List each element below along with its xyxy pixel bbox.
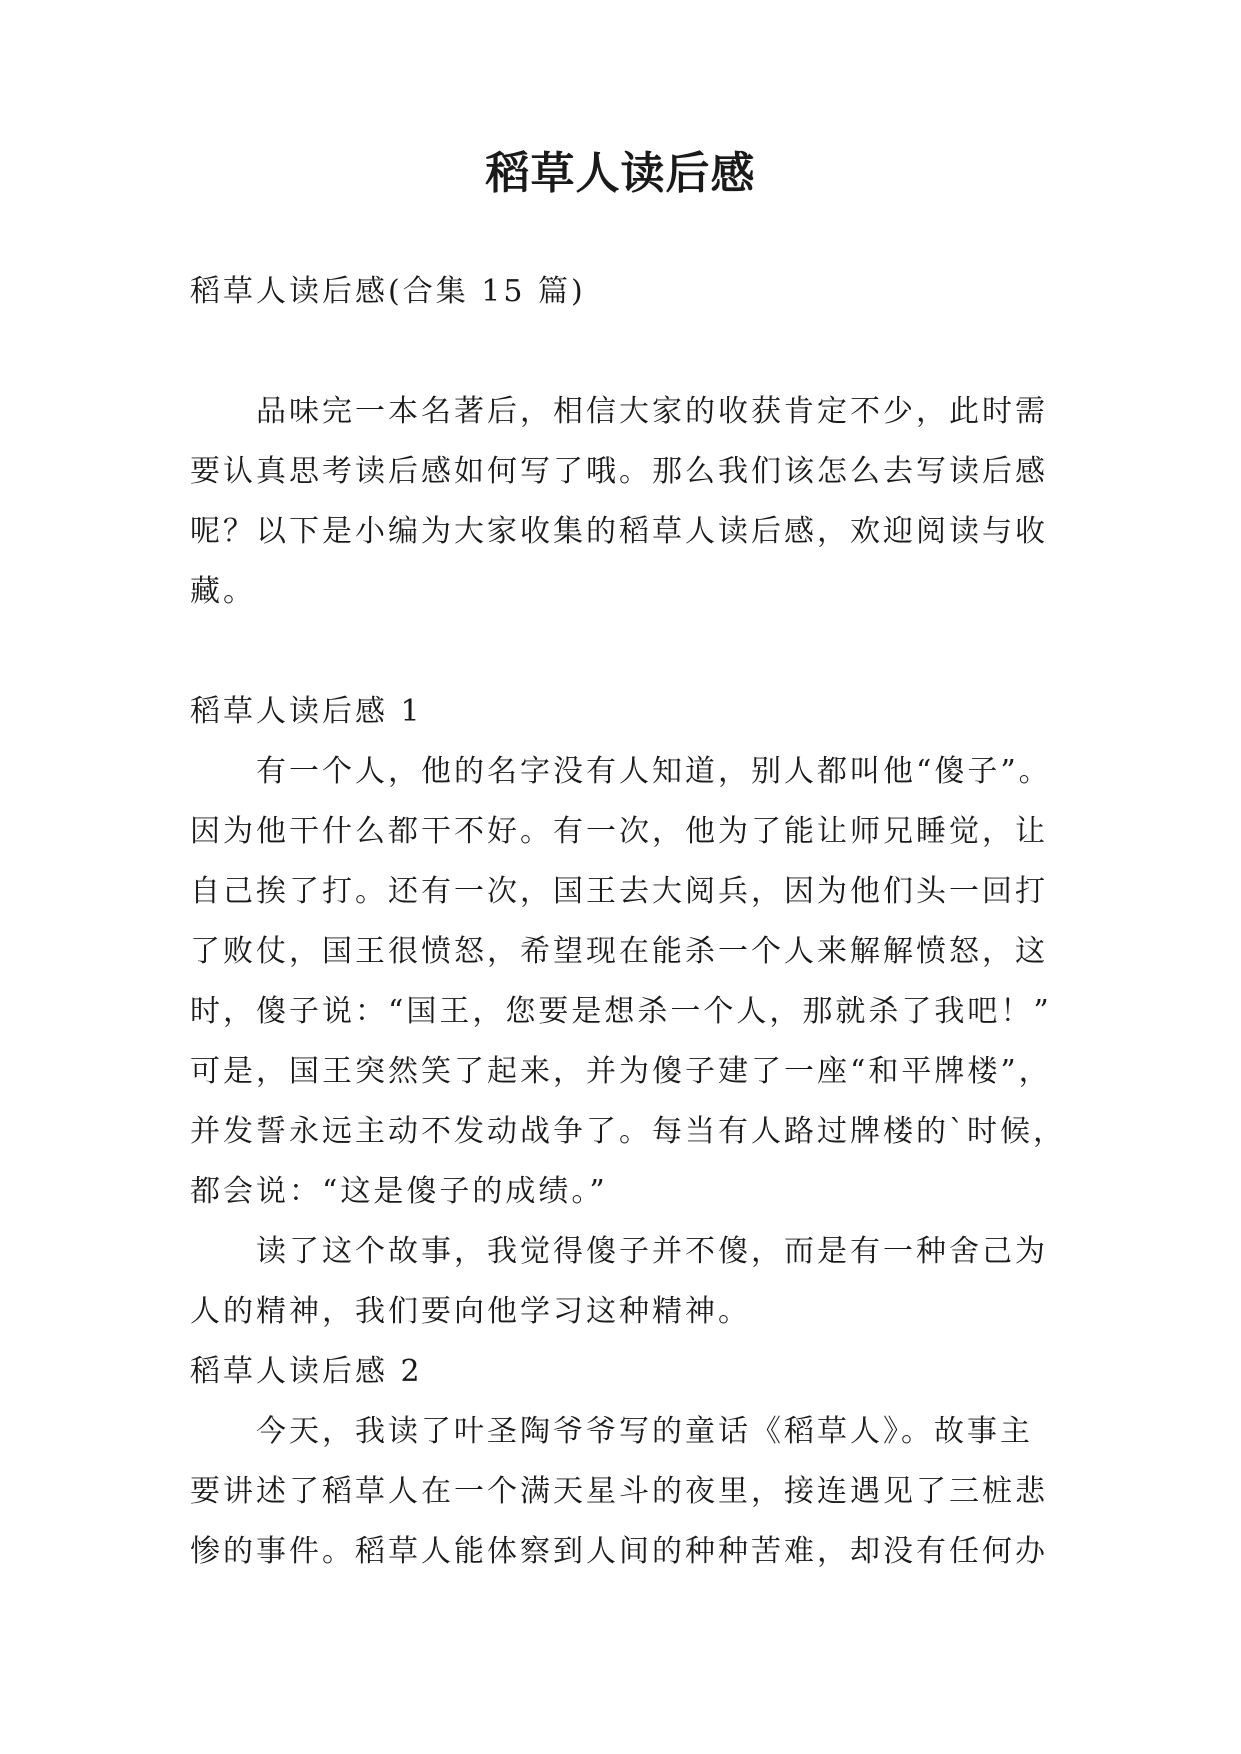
paragraph-line: 可是，国王突然笑了起来，并为傻子建了一座“和平牌楼”， (190, 1054, 1052, 1089)
paragraph-line: 惨的事件。稻草人能体察到人间的种种苦难，却没有任何办 (190, 1534, 1048, 1569)
section-heading: 稻草人读后感 2 (190, 1354, 423, 1389)
paragraph-line: 自己挨了打。还有一次，国王去大阅兵，因为他们头一回打 (190, 874, 1048, 909)
intro-line: 呢？以下是小编为大家收集的稻草人读后感，欢迎阅读与收 (190, 514, 1048, 549)
paragraph-line: 时，傻子说：“国王，您要是想杀一个人，那就杀了我吧！” (190, 994, 1052, 1029)
intro-line: 要认真思考读后感如何写了哦。那么我们该怎么去写读后感 (190, 454, 1048, 489)
blank-line (190, 622, 1056, 682)
paragraph-line: 今天，我读了叶圣陶爷爷写的童话《稻草人》。故事主 (256, 1414, 1033, 1449)
document-title: 稻草人读后感 (485, 148, 756, 199)
paragraph-line: 有一个人，他的名字没有人知道，别人都叫他“傻子”。 (256, 754, 1052, 789)
paragraph-line: 因为他干什么都干不好。有一次，他为了能让师兄睡觉，让 (190, 814, 1048, 849)
paragraph-line: 都会说：“这是傻子的成绩。” (190, 1174, 608, 1209)
paragraph-line: 并发誓永远主动不发动战争了。每当有人路过牌楼的`时候， (190, 1114, 1066, 1149)
paragraph-line: 要讲述了稻草人在一个满天星斗的夜里，接连遇见了三桩悲 (190, 1474, 1048, 1509)
paragraph-line: 了败仗，国王很愤怒，希望现在能杀一个人来解解愤怒，这 (190, 934, 1048, 969)
section-heading: 稻草人读后感 1 (190, 694, 423, 729)
paragraph-line: 人的精神，我们要向他学习这种精神。 (190, 1294, 751, 1329)
document-body (190, 262, 1066, 1582)
blank-line (190, 322, 1056, 382)
document-subtitle: 稻草人读后感(合集 15 篇) (190, 274, 586, 309)
paragraph-line: 读了这个故事，我觉得傻子并不傻，而是有一种舍己为 (256, 1234, 1048, 1269)
intro-line: 品味完一本名著后，相信大家的收获肯定不少，此时需 (256, 394, 1048, 429)
intro-line: 藏。 (190, 574, 256, 609)
